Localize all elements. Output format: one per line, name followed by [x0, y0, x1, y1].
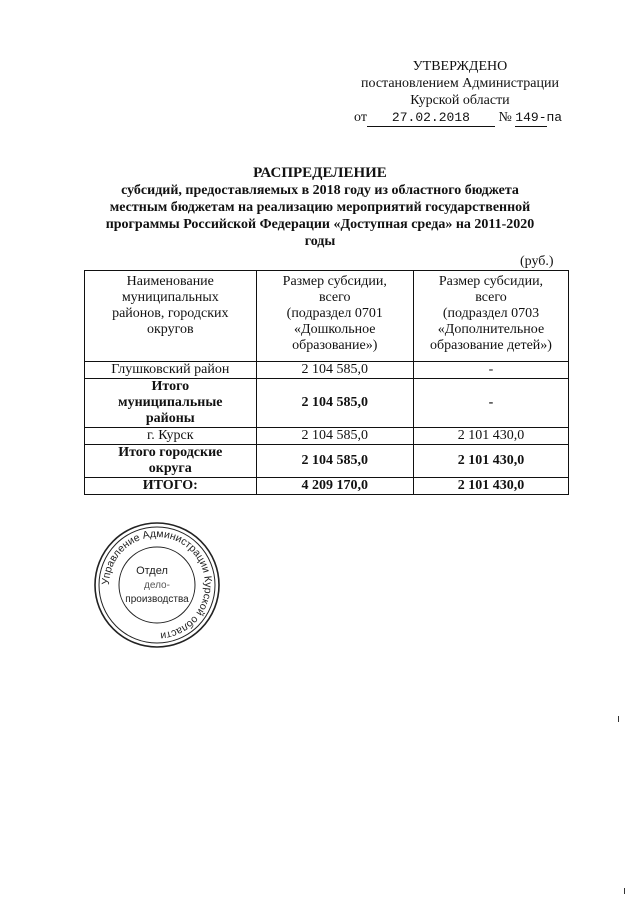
- header-name-line: Наименование: [126, 274, 214, 289]
- table-row: [85, 362, 569, 379]
- approval-date: 27.02.2018: [367, 109, 495, 127]
- header-0701-line: образование»): [292, 338, 378, 353]
- row-name: Итого городские округа: [85, 445, 257, 478]
- approval-block: [340, 58, 580, 127]
- header-name-line: округов: [146, 322, 194, 337]
- header-0701-line: (подраздел 0701: [286, 306, 383, 321]
- stamp-center-line-3: производства: [125, 594, 189, 605]
- approval-line-3: Курской области: [410, 93, 510, 108]
- header-0703-line: Размер субсидии,: [438, 274, 544, 289]
- row-value-0703: -: [413, 362, 568, 379]
- row-value-0701: 2 104 585,0: [256, 362, 413, 379]
- row-name: Глушковский район: [85, 362, 257, 379]
- header-name-line: районов, городских: [112, 306, 229, 321]
- scan-speck: [624, 888, 625, 894]
- header-0703-line: (подраздел 0703: [442, 306, 540, 321]
- row-value-0703: -: [413, 379, 568, 428]
- scan-speck: [618, 716, 619, 722]
- units-label: (руб.): [520, 254, 554, 269]
- header-0701-line: всего: [319, 290, 351, 305]
- heading-line-4: годы: [304, 234, 336, 249]
- number-prefix: №: [498, 110, 512, 125]
- header-subsidy-0701: [256, 271, 413, 362]
- row-name: г. Курск: [85, 428, 257, 445]
- header-0701-line: Размер субсидии,: [282, 274, 387, 289]
- document-title: РАСПРЕДЕЛЕНИЕ: [253, 165, 387, 181]
- heading-line-2: местным бюджетам на реализацию мероприятий государственной: [109, 200, 531, 215]
- approval-number: 149-па: [515, 110, 563, 125]
- header-0703-line: «Дополнительное: [437, 322, 545, 337]
- heading-line-3: программы Российской Федерации «Доступная среда» на 2011-2020: [105, 217, 535, 232]
- row-value-0701: 2 104 585,0: [256, 379, 413, 428]
- date-prefix: от: [354, 110, 367, 125]
- header-subsidy-0703: [413, 271, 568, 362]
- table-row-subtotal: [85, 445, 569, 478]
- row-value-0701: 2 104 585,0: [256, 445, 413, 478]
- row-value-0701: 4 209 170,0: [256, 478, 413, 495]
- stamp-ring-text-path: Управление Администрации Курской области: [99, 527, 215, 642]
- document-heading: [80, 165, 560, 250]
- row-name: Итого муниципальные районы: [85, 379, 257, 428]
- table-header-row: [85, 271, 569, 362]
- approval-date-number: [340, 109, 580, 127]
- table-row: [85, 428, 569, 445]
- stamp-center-line-2: дело-: [144, 580, 170, 591]
- row-name: ИТОГО:: [85, 478, 257, 495]
- header-0703-line: образование детей»): [430, 338, 552, 353]
- stamp-center-line-1: Отдел: [136, 565, 168, 577]
- header-0703-line: всего: [475, 290, 507, 305]
- header-name-line: муниципальных: [121, 290, 219, 305]
- table-row-subtotal: [85, 379, 569, 428]
- row-value-0703: 2 101 430,0: [413, 428, 568, 445]
- office-stamp: [92, 520, 222, 650]
- table-row-total: [85, 478, 569, 495]
- heading-line-1: субсидий, предоставляемых в 2018 году из областного бюджета: [121, 183, 519, 198]
- row-value-0701: 2 104 585,0: [256, 428, 413, 445]
- row-value-0703: 2 101 430,0: [413, 445, 568, 478]
- approval-line-2: постановлением Администрации: [361, 76, 559, 91]
- distribution-table: [84, 270, 569, 495]
- header-name: [85, 271, 257, 362]
- approval-title: УТВЕРЖДЕНО: [412, 59, 508, 74]
- header-0701-line: «Дошкольное: [294, 322, 376, 337]
- row-value-0703: 2 101 430,0: [413, 478, 568, 495]
